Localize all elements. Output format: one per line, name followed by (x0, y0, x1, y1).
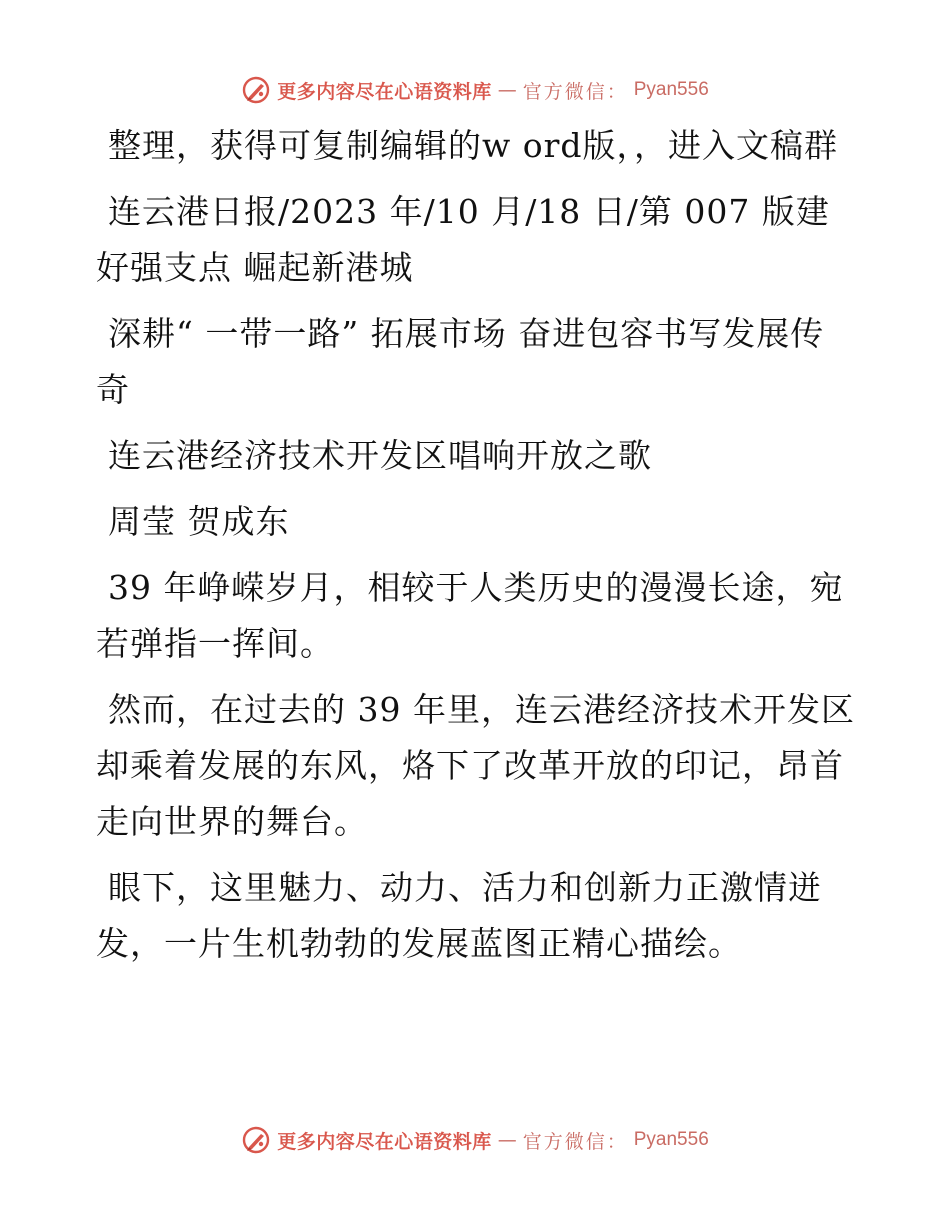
paragraph: 连云港经济技术开发区唱响开放之歌 (108, 436, 652, 475)
paragraph: 深耕“ 一带一路” 拓展市场 奋进包容书写发展传奇 (96, 314, 825, 409)
quill-pen-logo-icon (241, 1125, 271, 1155)
header-banner (0, 70, 950, 110)
document-body (96, 118, 856, 982)
banner-separator: — (497, 79, 517, 101)
banner-text: 更多内容尽在心语资料库 (277, 80, 492, 103)
paragraph: 然而，在过去的 39 年里，连云港经济技术开发区却乘着发展的东风，烙下了改革开放的印记，昂首走向世界的舞台。 (96, 690, 855, 841)
banner-separator: — (497, 1129, 517, 1151)
banner-text: 更多内容尽在心语资料库 (277, 1130, 492, 1153)
quill-pen-logo-icon (241, 75, 271, 105)
banner-wechat-label: 官方微信： (522, 80, 628, 103)
paragraph: 周莹 贺成东 (108, 502, 290, 541)
paragraph: 眼下，这里魅力、动力、活力和创新力正激情迸发，一片生机勃勃的发展蓝图正精心描绘。 (96, 868, 822, 963)
banner-wechat-label: 官方微信： (522, 1130, 628, 1153)
banner-wechat-id: Pyan556 (633, 79, 709, 100)
banner-wechat-id: Pyan556 (633, 1129, 709, 1150)
paragraph: 连云港日报/2023 年/10 月/18 日/第 007 版建好强支点 崛起新港城 (96, 192, 830, 287)
paragraph: 39 年峥嵘岁月，相较于人类历史的漫漫长途，宛若弹指一挥间。 (96, 568, 844, 663)
footer-banner (0, 1120, 950, 1160)
paragraph: 整理，获得可复制编辑的w ord版，，进入文稿群 (108, 126, 839, 165)
